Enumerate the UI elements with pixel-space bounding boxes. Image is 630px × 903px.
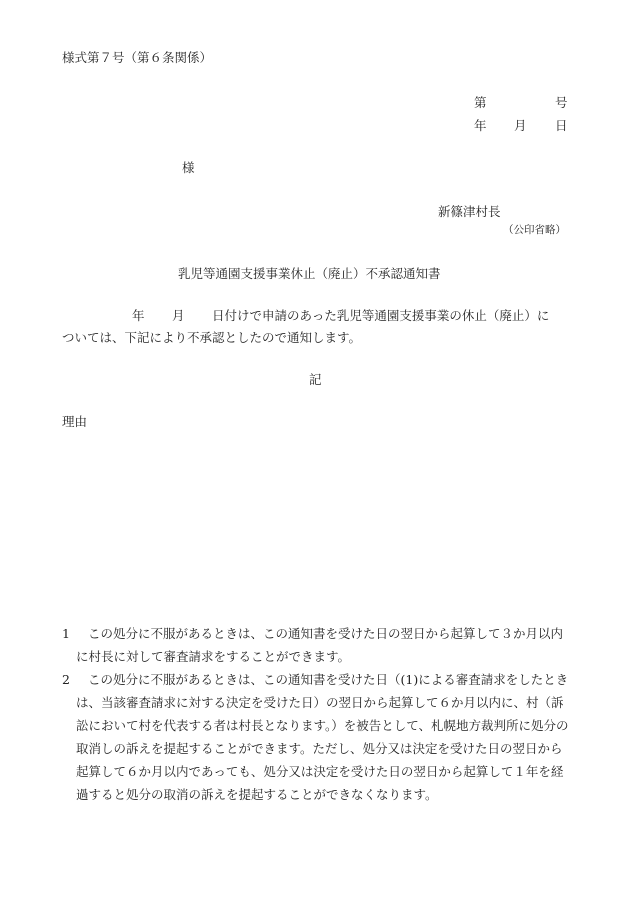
form-identifier: 様式第７号（第６条関係） [62, 50, 213, 65]
date-day: 日 [555, 118, 568, 133]
note-number: 1 [62, 626, 70, 641]
note-item [62, 622, 570, 668]
addressee-suffix: 様 [182, 160, 195, 175]
body-line2: ついては、下記により不承認としたので通知します。 [62, 330, 362, 345]
date-month: 月 [514, 118, 527, 133]
note-number: 2 [62, 672, 70, 687]
body-date-year: 年 [132, 308, 145, 323]
number-prefix: 第 [474, 95, 487, 110]
note-item [62, 668, 570, 806]
number-suffix: 号 [555, 95, 568, 110]
issuer-name: 新篠津村長 [438, 204, 501, 219]
notes-section [62, 622, 570, 806]
body-line1: 日付けで申請のあった乳児等通園支援事業の休止（廃止）に [212, 308, 550, 323]
reason-label: 理由 [62, 414, 88, 429]
note-text: この処分に不服があるときは、この通知書を受けた日の翌日から起算して３か月以内に村長に対して審査請求をすることができます。 [76, 626, 564, 664]
note-text: この処分に不服があるときは、この通知書を受けた日（(1)による審査請求をしたときは、当該審査請求に対する決定を受けた日）の翌日から起算して６か月以内に、村（訴訟において村を代表する者は村長となります。）を被告として、札幌地方裁判所に処分の取消しの訴えを提起することができます。ただし、処分又は決定を受けた日の翌日から起算して６か月以内であっても、処分又は決定を受けた日の翌日から起算して１年を経過すると処分の取消の訴えを提起することができなくなります。 [76, 672, 569, 802]
body-date-month: 月 [172, 308, 185, 323]
date-year: 年 [474, 118, 487, 133]
ki-heading: 記 [309, 372, 322, 387]
document-title: 乳児等通園支援事業休止（廃止）不承認通知書 [178, 266, 441, 281]
seal-omitted-note: （公印省略） [503, 224, 566, 236]
